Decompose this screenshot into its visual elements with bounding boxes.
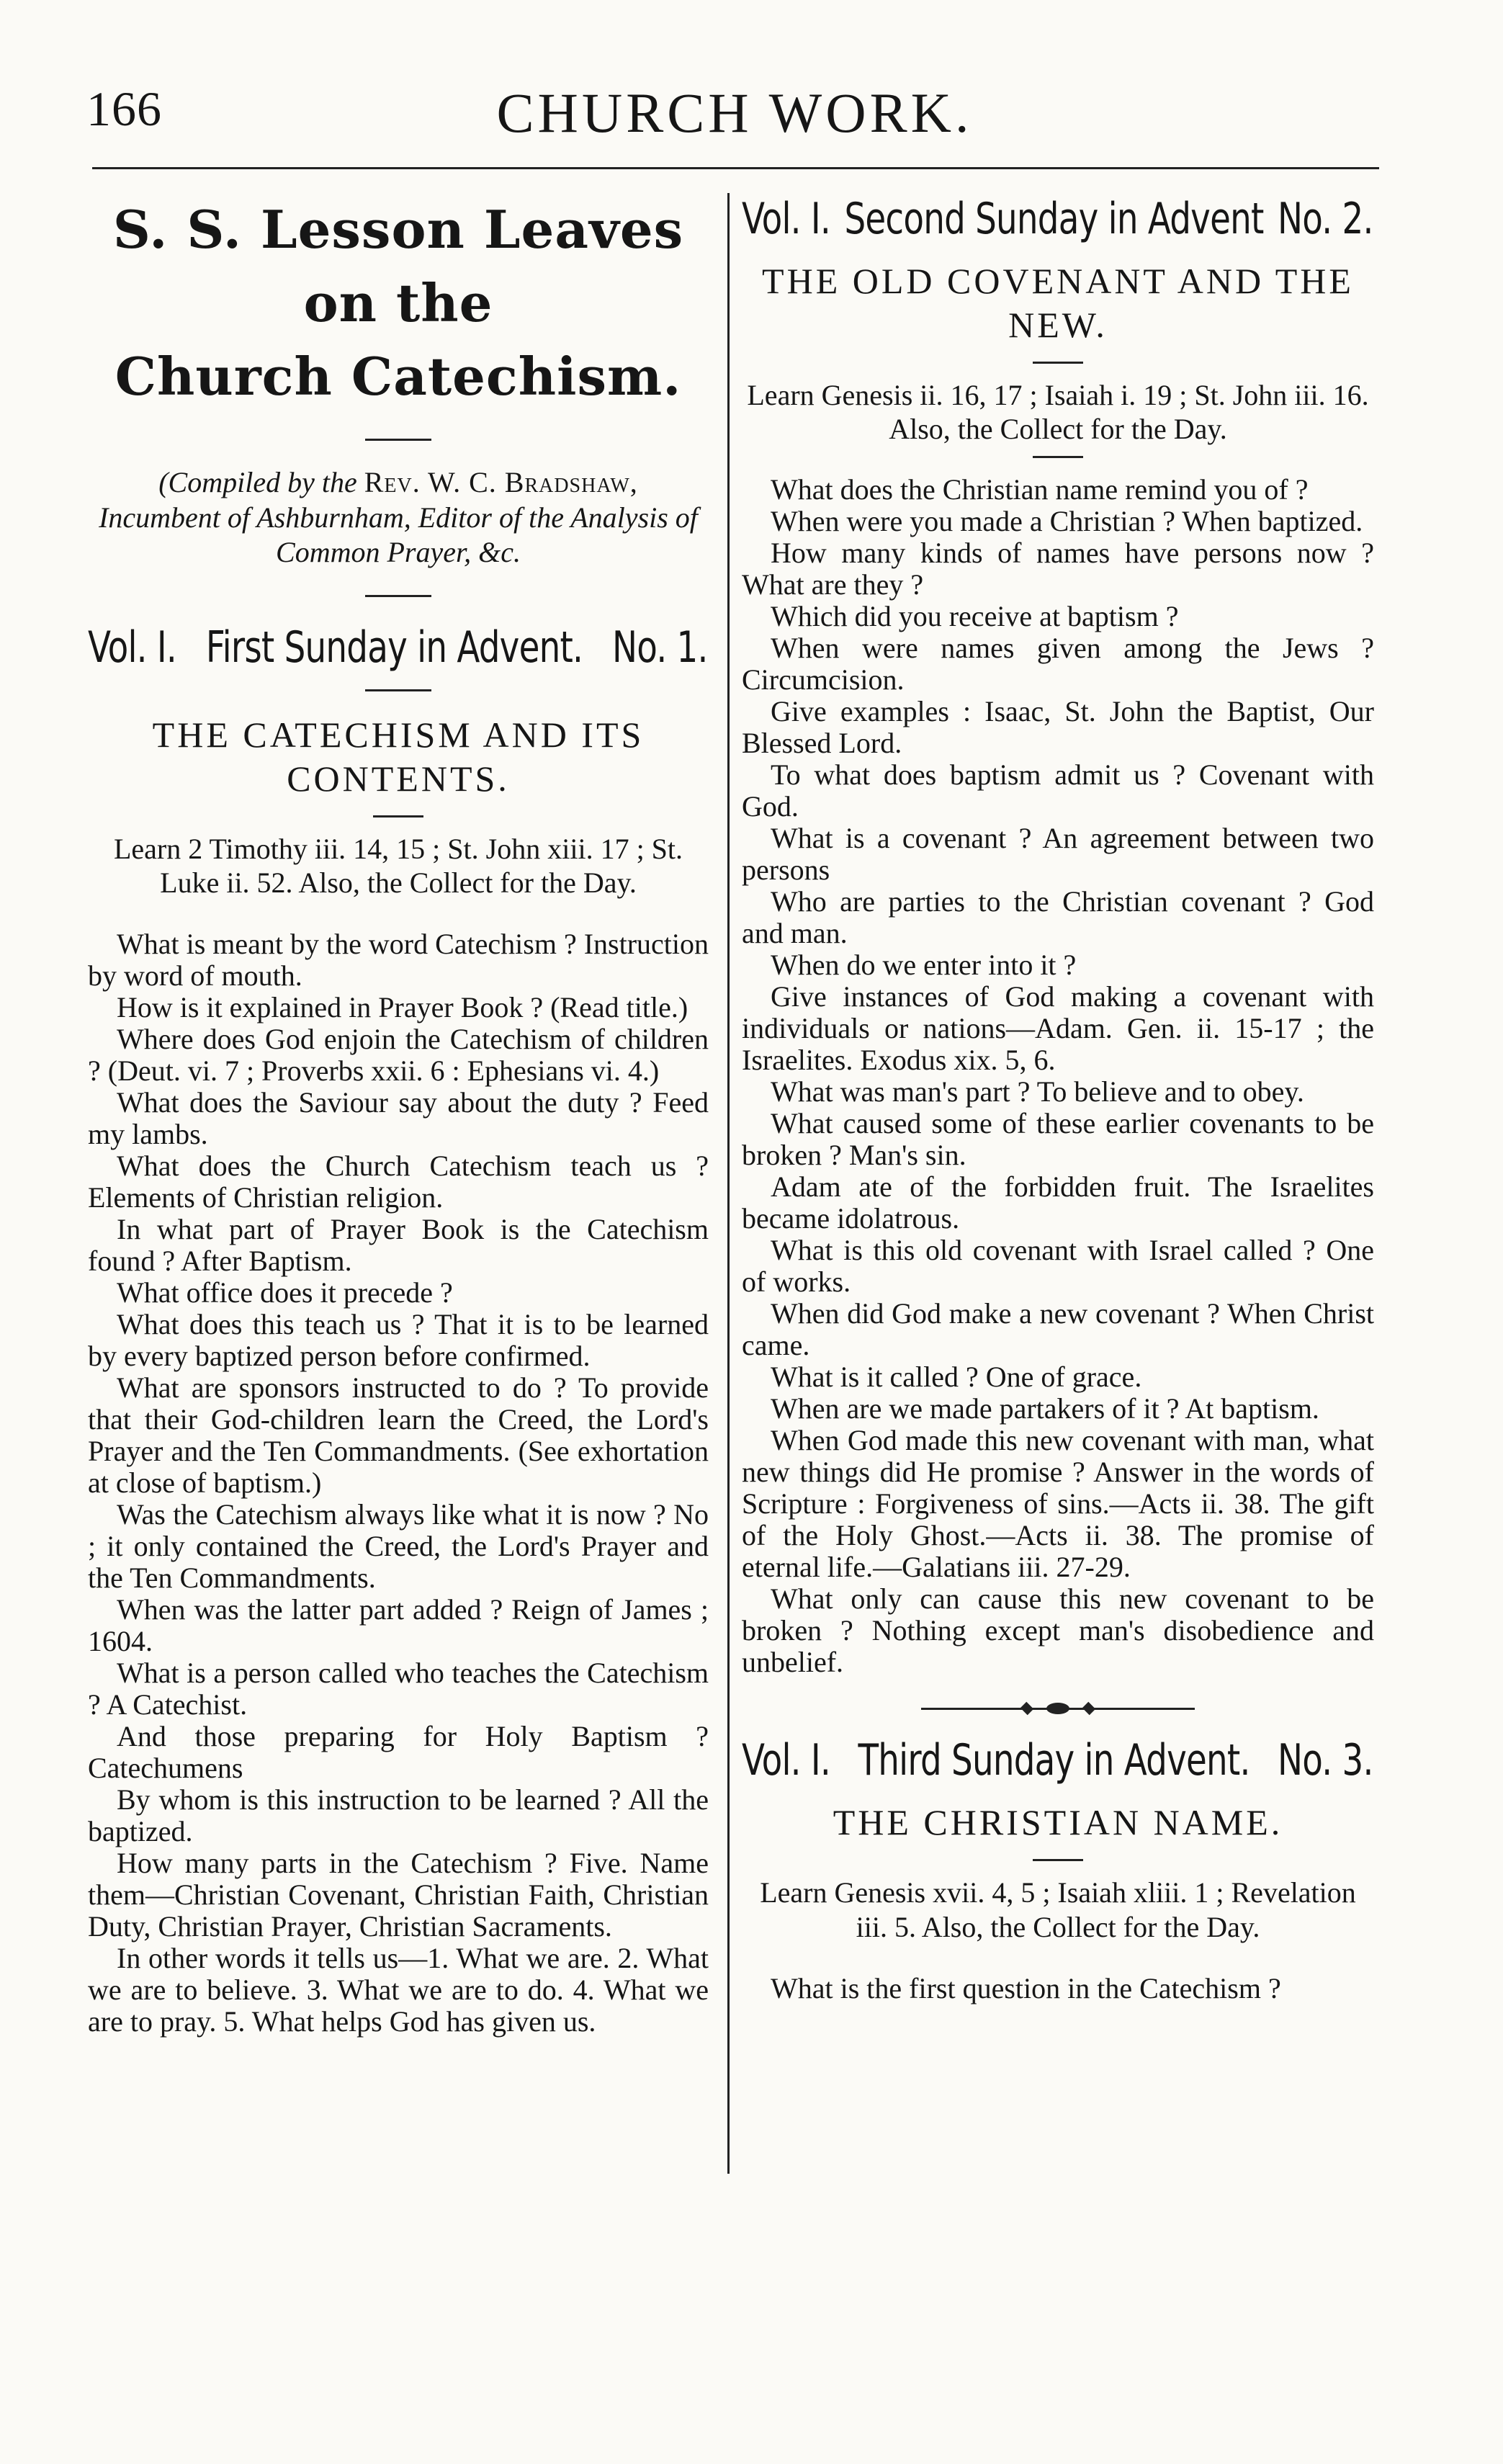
qa-paragraph: By whom is this instruction to be learned ? All the baptized. xyxy=(88,1783,709,1848)
qa-paragraph: What is this old covenant with Israel called ? One of works. xyxy=(742,1234,1374,1299)
lesson3-sunday: Third Sunday in Advent. xyxy=(858,1735,1250,1786)
qa-paragraph: And those preparing for Holy Baptism ? Catechumens xyxy=(88,1720,709,1785)
qa-paragraph: What is the first question in the Catechism ? xyxy=(771,1971,1281,2004)
rule xyxy=(365,439,431,441)
qa-paragraph: When God made this new covenant with man, what new things did He promise ? Answer in the words of Scripture : Forgiveness of sins.—Acts ii. 38. The gift of the Holy Ghost.—Acts ii. 38. The promise of eternal life.—Galatians iii. 27-29. xyxy=(742,1424,1374,1584)
lesson1-sunday: First Sunday in Advent. xyxy=(205,622,583,673)
qa-paragraph: Give examples : Isaac, St. John the Baptist, Our Blessed Lord. xyxy=(742,695,1374,760)
lesson2-title: THE OLD COVENANT AND THE NEW. xyxy=(762,261,1354,345)
qa-paragraph: What office does it precede ? xyxy=(117,1276,453,1309)
rule xyxy=(365,595,431,597)
compiled-credit xyxy=(88,465,709,570)
qa-paragraph: Who are parties to the Christian covenant ? God and man. xyxy=(742,885,1374,950)
left-column xyxy=(88,189,709,2038)
qa-paragraph: How many parts in the Catechism ? Five. Name them—Christian Covenant, Christian Faith, Christian Duty, Christian Prayer, Christian Sacraments. xyxy=(88,1847,709,1943)
qa-paragraph: What are sponsors instructed to do ? To provide that their God-children learn the Creed, the Lord's Prayer and the Ten Commandments. (See exhortation at close of baptism.) xyxy=(88,1371,709,1500)
author-name: Rev. W. C. Bradshaw, xyxy=(364,465,638,498)
rule xyxy=(373,815,423,817)
qa-paragraph: When was the latter part added ? Reign of James ; 1604. xyxy=(88,1593,709,1658)
qa-paragraph: When did God make a new covenant ? When Christ came. xyxy=(742,1297,1374,1362)
rule xyxy=(1033,1859,1083,1861)
series-title-line1: S. S. Lesson Leaves on the xyxy=(112,199,684,334)
running-title: CHURCH WORK. xyxy=(496,81,973,144)
author-description: Incumbent of Ashburnham, Editor of the Analysis of Common Prayer, &c. xyxy=(99,501,698,569)
lesson3-vol: Vol. I. xyxy=(742,1735,830,1786)
lesson2-heading xyxy=(742,193,1373,245)
right-column xyxy=(742,189,1374,2004)
qa-paragraph: When were names given among the Jews ? Circumcision. xyxy=(742,632,1374,696)
lesson1-heading xyxy=(88,622,708,673)
rule xyxy=(365,689,431,691)
lesson2-vol: Vol. I. xyxy=(742,194,830,244)
lesson2-number: No. 2. xyxy=(1278,194,1373,244)
qa-paragraph: In other words it tells us—1. What we are. 2. What we are to believe. 3. What we are to do. 4. What we are to pray. 5. What helps God has given us. xyxy=(88,1942,709,2038)
qa-paragraph: What does the Christian name remind you of ? xyxy=(771,473,1309,506)
rule xyxy=(1033,362,1083,364)
page-number: 166 xyxy=(86,81,162,136)
qa-paragraph: Which did you receive at baptism ? xyxy=(771,600,1179,633)
lesson1-questions xyxy=(88,928,709,2038)
qa-paragraph: In what part of Prayer Book is the Catechism found ? After Baptism. xyxy=(88,1213,709,1278)
lesson3-heading xyxy=(742,1734,1373,1786)
header-rule xyxy=(92,167,1379,169)
qa-paragraph: How many kinds of names have persons now ? What are they ? xyxy=(742,537,1374,601)
qa-paragraph: When were you made a Christian ? When baptized. xyxy=(771,505,1363,538)
qa-paragraph: What is meant by the word Catechism ? Instruction by word of mouth. xyxy=(88,928,709,993)
qa-paragraph: When are we made partakers of it ? At baptism. xyxy=(771,1392,1319,1425)
qa-paragraph: What does the Church Catechism teach us ? Elements of Christian religion. xyxy=(88,1150,709,1214)
column-divider xyxy=(727,193,730,2174)
lesson1-number: No. 1. xyxy=(612,622,708,673)
qa-paragraph: What is a person called who teaches the Catechism ? A Catechist. xyxy=(88,1657,709,1721)
qa-paragraph: What does the Saviour say about the duty ? Feed my lambs. xyxy=(88,1086,709,1151)
qa-paragraph: How is it explained in Prayer Book ? (Read title.) xyxy=(117,991,688,1024)
series-title xyxy=(88,193,709,414)
lesson3-learn: Learn Genesis xvii. 4, 5 ; Isaiah xliii. 1 ; Revelation iii. 5. Also, the Collect for the Day. xyxy=(760,1876,1356,1943)
series-title-line2: Church Catechism. xyxy=(115,346,682,408)
qa-paragraph: Where does God enjoin the Catechism of children ? (Deut. vi. 7 ; Proverbs xxii. 6 : Ephesians vi. 4.) xyxy=(88,1023,709,1088)
lesson2-questions xyxy=(742,474,1374,1678)
ornament-divider xyxy=(921,1703,1195,1714)
qa-paragraph: What was man's part ? To believe and to obey. xyxy=(771,1075,1304,1108)
lesson3-number: No. 3. xyxy=(1278,1735,1373,1786)
qa-paragraph: What is a covenant ? An agreement between two persons xyxy=(742,822,1374,887)
rule xyxy=(1033,456,1083,458)
lesson1-learn: Learn 2 Timothy iii. 14, 15 ; St. John xiii. 17 ; St. Luke ii. 52. Also, the Collect for the Day. xyxy=(113,833,683,900)
lesson1-vol: Vol. I. xyxy=(88,622,176,673)
qa-paragraph: What only can cause this new covenant to be broken ? Nothing except man's disobedience and unbelief. xyxy=(742,1582,1374,1679)
qa-paragraph: Give instances of God making a covenant with individuals or nations—Adam. Gen. ii. 15-17 ; the Israelites. Exodus xix. 5, 6. xyxy=(742,980,1374,1077)
lesson3-title: THE CHRISTIAN NAME. xyxy=(833,1802,1283,1843)
qa-paragraph: When do we enter into it ? xyxy=(771,949,1077,982)
lesson2-learn: Learn Genesis ii. 16, 17 ; Isaiah i. 19 ; St. John iii. 16. Also, the Collect for the Day. xyxy=(747,379,1369,446)
lesson3-questions xyxy=(742,1973,1374,2004)
running-head xyxy=(86,81,1383,144)
qa-paragraph: What does this teach us ? That it is to be learned by every baptized person before confirmed. xyxy=(88,1308,709,1373)
lesson1-title: THE CATECHISM AND ITS CONTENTS. xyxy=(152,714,645,799)
lesson2-sunday: Second Sunday in Advent xyxy=(844,194,1264,244)
qa-paragraph: Was the Catechism always like what it is now ? No ; it only contained the Creed, the Lord's Prayer and the Ten Commandments. xyxy=(88,1498,709,1595)
qa-paragraph: What is it called ? One of grace. xyxy=(771,1361,1142,1394)
qa-paragraph: To what does baptism admit us ? Covenant with God. xyxy=(742,758,1374,823)
compiled-by: (Compiled by the xyxy=(158,465,357,498)
qa-paragraph: Adam ate of the forbidden fruit. The Israelites became idolatrous. xyxy=(742,1170,1374,1235)
qa-paragraph: What caused some of these earlier covenants to be broken ? Man's sin. xyxy=(742,1107,1374,1172)
